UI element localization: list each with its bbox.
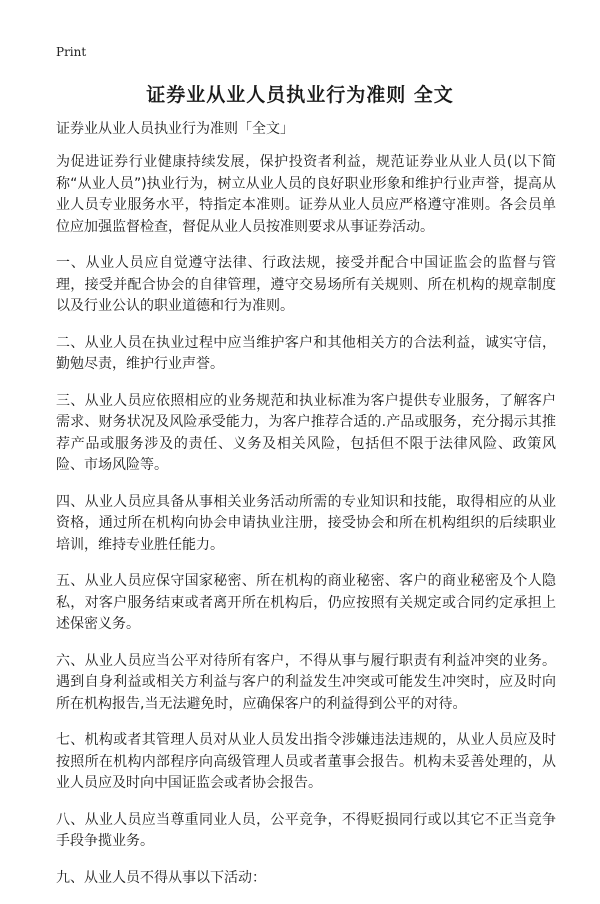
paragraph-3: 三、从业人员应依照相应的业务规范和执业标准为客户提供专业服务，了解客户需求、财务状况及风险承受能力，为客户推荐合适的.产品或服务，充分揭示其推荐产品或服务涉及的责任、义务及相关风险，包括但不限于法律风险、政策风险、市场风险等。 [56,392,556,473]
print-link[interactable]: Print [56,45,87,59]
paragraph-intro: 为促进证券行业健康持续发展，保护投资者利益，规范证券业从业人员(以下简称“从业人员”)执业行为，树立从业人员的良好职业形象和维护行业声誉，提高从业人员专业服务水平，特指定本准则。证券从业人员应严格遵守准则。各会员单位应加强监督检查，督促从业人员按准则要求从事证券活动。 [56,154,556,235]
document-body [56,118,556,904]
paragraph-1: 一、从业人员应自觉遵守法律、行政法规，接受并配合中国证监会的监督与管理，接受并配合协会的自律管理，遵守交易场所有关规则、所在机构的规章制度以及行业公认的职业道德和行为准则。 [56,255,556,314]
paragraph-8: 八、从业人员应当尊重同业人员，公平竞争，不得贬损同行或以其它不正当竞争手段争揽业务。 [56,811,556,849]
paragraph-2: 二、从业人员在执业过程中应当维护客户和其他相关方的合法利益，诚实守信，勤勉尽责，维护行业声誉。 [56,334,556,372]
document-subtitle: 证券业从业人员执业行为准则「全文」 [56,121,294,137]
paragraph-9: 九、从业人员不得从事以下活动： [56,869,266,886]
paragraph-5: 五、从业人员应保守国家秘密、所在机构的商业秘密、客户的商业秘密及个人隐私，对客户服务结束或者离开所在机构后，仍应按照有关规定或合同约定承担上述保密义务。 [56,573,556,632]
paragraph-7: 七、机构或者其管理人员对从业人员发出指令涉嫌违法违规的，从业人员应及时按照所在机构内部程序向高级管理人员或者董事会报告。机构未妥善处理的，从业人员应及时向中国证监会或者协会报告。 [56,732,556,791]
paragraph-6: 六、从业人员应当公平对待所有客户，不得从事与履行职责有利益冲突的业务。遇到自身利益或相关方利益与客户的利益发生冲突或可能发生冲突时，应及时向所在机构报告,当无法避免时，应确保客户的利益得到公平的对待。 [56,652,556,712]
paragraph-4: 四、从业人员应具备从事相关业务活动所需的专业知识和技能，取得相应的从业资格，通过所在机构向协会申请执业注册，接受协会和所在机构组织的后续职业培训，维持专业胜任能力。 [56,493,556,553]
document-title: 证券业从业人员执业行为准则 全文 [146,84,454,106]
